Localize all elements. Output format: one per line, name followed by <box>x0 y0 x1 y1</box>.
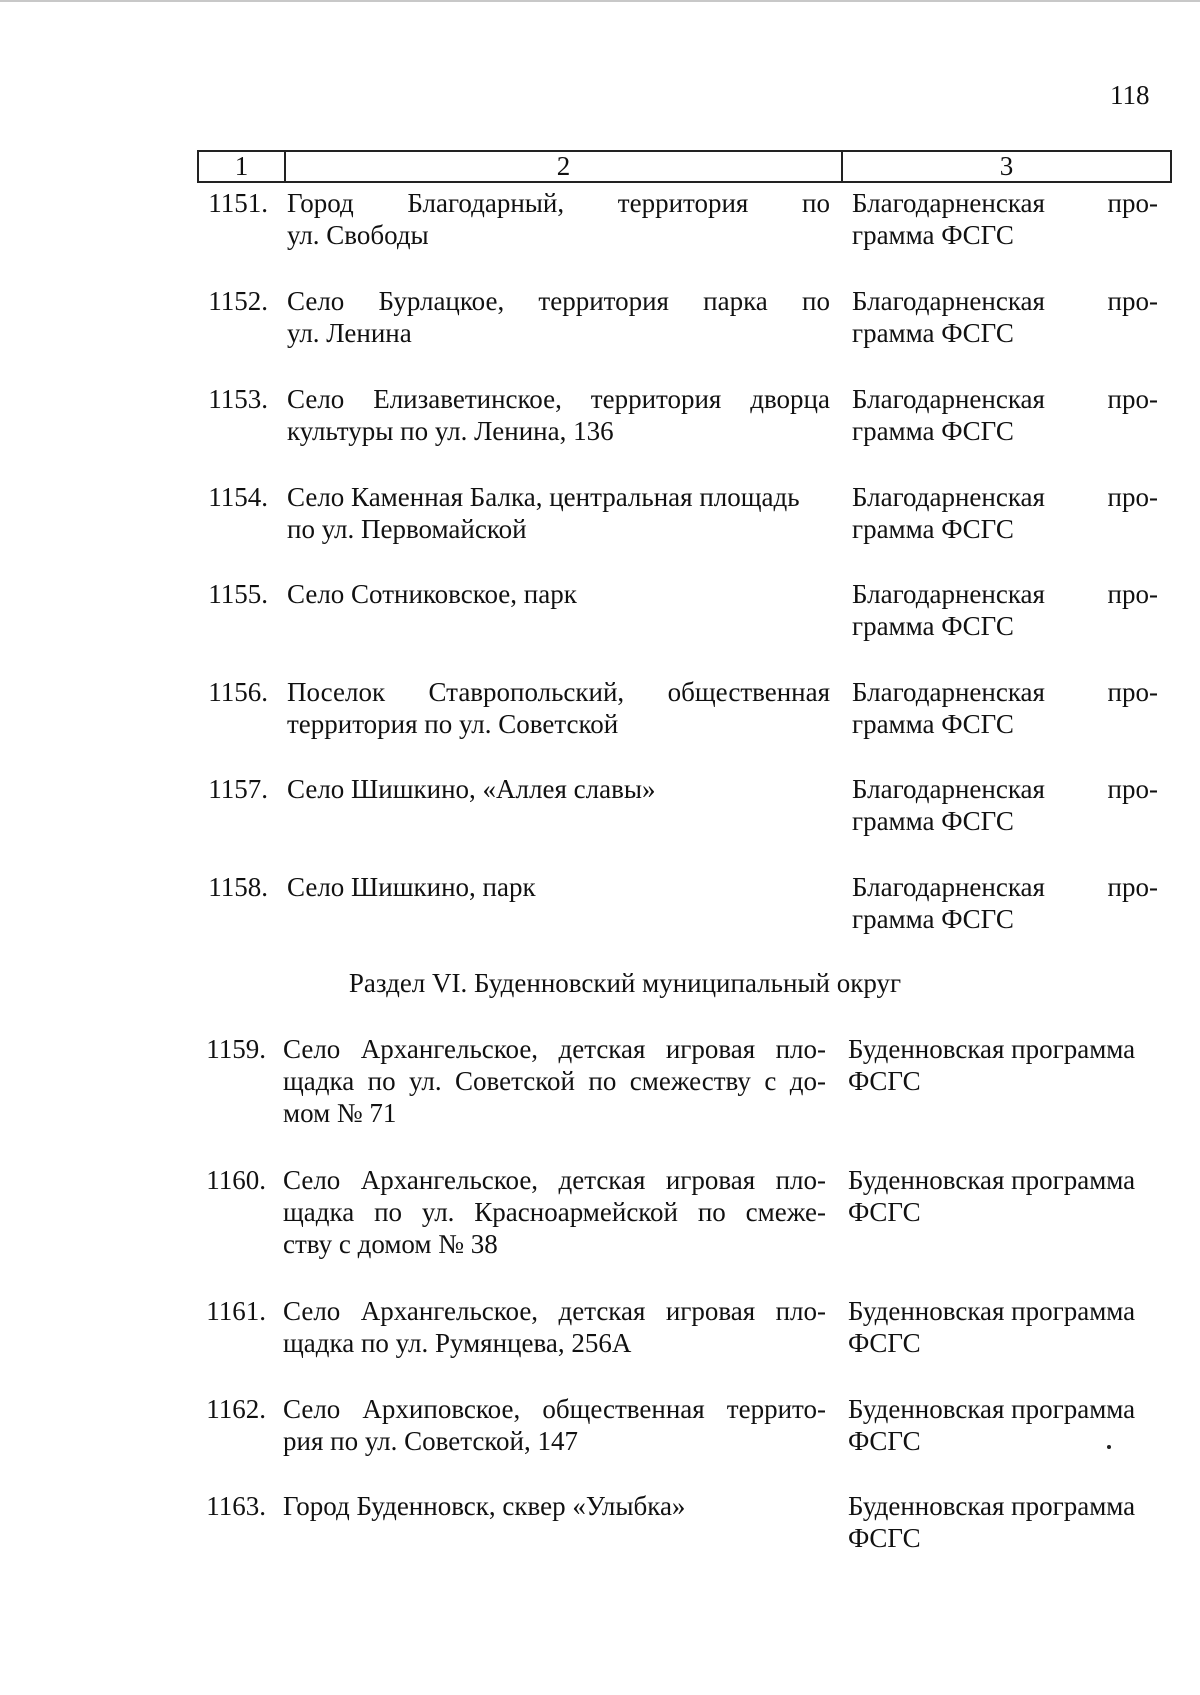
owner-line: Буденновская программа <box>848 1491 1136 1521</box>
description-line: Село Архангельское, детская игровая пло- <box>283 1296 826 1326</box>
header-col-1: 1 <box>199 152 286 181</box>
description-line: территория по ул. Советской <box>287 709 619 739</box>
owner-line: ФСГС <box>848 1066 921 1096</box>
row-owner <box>848 1393 1168 1457</box>
owner-line: грамма ФСГС <box>852 709 1014 739</box>
description-line: Поселок Ставропольский, общественная <box>287 677 830 707</box>
description-line: Село Архангельское, детская игровая пло- <box>283 1034 826 1064</box>
row-owner <box>852 481 1158 545</box>
row-number: 1158. <box>208 872 268 902</box>
row-description <box>287 187 830 251</box>
row-owner <box>848 1164 1168 1228</box>
row-description <box>283 1033 826 1129</box>
owner-line: Благодарненская про- <box>852 286 1158 316</box>
row-description <box>287 481 830 545</box>
owner-line: Благодарненская про- <box>852 872 1158 902</box>
description-line: по ул. Первомайской <box>287 514 527 544</box>
owner-line: Буденновская программа <box>848 1296 1136 1326</box>
row-owner <box>848 1490 1168 1554</box>
row-description <box>283 1490 826 1522</box>
row-description <box>287 676 830 740</box>
owner-line: Благодарненская про- <box>852 384 1158 414</box>
description-line: Город Буденновск, сквер «Улыбка» <box>283 1491 686 1521</box>
row-description <box>283 1295 826 1359</box>
owner-line: Буденновская программа <box>848 1394 1136 1424</box>
row-owner <box>848 1033 1168 1097</box>
description-line: Село Бурлацкое, территория парка по <box>287 286 830 316</box>
description-line: Село Елизаветинское, территория дворца <box>287 384 830 414</box>
row-number: 1151. <box>208 188 268 218</box>
row-description <box>287 285 830 349</box>
owner-line: грамма ФСГС <box>852 806 1014 836</box>
row-description <box>283 1393 826 1457</box>
row-number: 1155. <box>208 579 268 609</box>
row-owner <box>848 1295 1168 1359</box>
description-line: щадка по ул. Красноармейской по смеже- <box>283 1197 826 1227</box>
owner-line: грамма ФСГС <box>852 318 1014 348</box>
row-number: 1154. <box>208 482 268 512</box>
description-line: Село Шишкино, парк <box>287 872 536 902</box>
scan-top-edge <box>0 0 1200 2</box>
scan-speck <box>1107 1445 1111 1449</box>
table-header-row <box>197 150 1172 183</box>
description-line: Село Шишкино, «Аллея славы» <box>287 774 656 804</box>
owner-line: ФСГС <box>848 1426 921 1456</box>
row-owner <box>852 383 1158 447</box>
row-owner <box>852 871 1158 935</box>
row-description <box>287 871 830 903</box>
row-owner <box>852 285 1158 349</box>
row-number: 1157. <box>208 774 268 804</box>
owner-line: грамма ФСГС <box>852 220 1014 250</box>
header-col-3: 3 <box>999 151 1014 181</box>
description-line: ству с домом № 38 <box>283 1229 498 1259</box>
description-line: рия по ул. Советской, 147 <box>283 1426 578 1456</box>
owner-line: ФСГС <box>848 1197 921 1227</box>
row-owner <box>852 187 1158 251</box>
description-line: Город Благодарный, территория по <box>287 188 830 218</box>
description-line: ул. Ленина <box>287 318 412 348</box>
description-line: Село Архиповское, общественная террито- <box>283 1394 826 1424</box>
owner-line: грамма ФСГС <box>852 416 1014 446</box>
description-line: Село Каменная Балка, центральная площадь <box>287 482 800 512</box>
description-line: Село Сотниковское, парк <box>287 579 577 609</box>
owner-line: Благодарненская про- <box>852 677 1158 707</box>
row-description <box>283 1164 826 1260</box>
owner-line: Буденновская программа <box>848 1034 1136 1064</box>
description-line: Село Архангельское, детская игровая пло- <box>283 1165 826 1195</box>
owner-line: Буденновская программа <box>848 1165 1136 1195</box>
row-number: 1163. <box>206 1491 266 1521</box>
description-line: мом № 71 <box>283 1098 397 1128</box>
row-number: 1156. <box>208 677 268 707</box>
owner-line: грамма ФСГС <box>852 611 1014 641</box>
row-number: 1160. <box>206 1165 266 1195</box>
row-number: 1161. <box>206 1296 266 1326</box>
page-number: 118 <box>1110 80 1150 110</box>
row-owner <box>852 773 1158 837</box>
row-description <box>287 578 830 610</box>
owner-line: Благодарненская про- <box>852 482 1158 512</box>
row-number: 1152. <box>208 286 268 316</box>
owner-line: Благодарненская про- <box>852 774 1158 804</box>
row-owner <box>852 578 1158 642</box>
owner-line: грамма ФСГС <box>852 904 1014 934</box>
owner-line: ФСГС <box>848 1328 921 1358</box>
owner-line: Благодарненская про- <box>852 188 1158 218</box>
owner-line: Благодарненская про- <box>852 579 1158 609</box>
description-line: ул. Свободы <box>287 220 429 250</box>
description-line: щадка по ул. Румянцева, 256А <box>283 1328 632 1358</box>
row-number: 1153. <box>208 384 268 414</box>
description-line: щадка по ул. Советской по смежеству с до- <box>283 1066 826 1096</box>
owner-line: грамма ФСГС <box>852 514 1014 544</box>
row-description <box>287 773 830 805</box>
section-title: Раздел VI. Буденновский муниципальный округ <box>348 968 902 998</box>
owner-line: ФСГС <box>848 1523 921 1553</box>
description-line: культуры по ул. Ленина, 136 <box>287 416 614 446</box>
row-number: 1162. <box>206 1394 266 1424</box>
row-owner <box>852 676 1158 740</box>
row-description <box>287 383 830 447</box>
header-col-2: 2 <box>286 152 843 181</box>
row-number: 1159. <box>206 1034 266 1064</box>
